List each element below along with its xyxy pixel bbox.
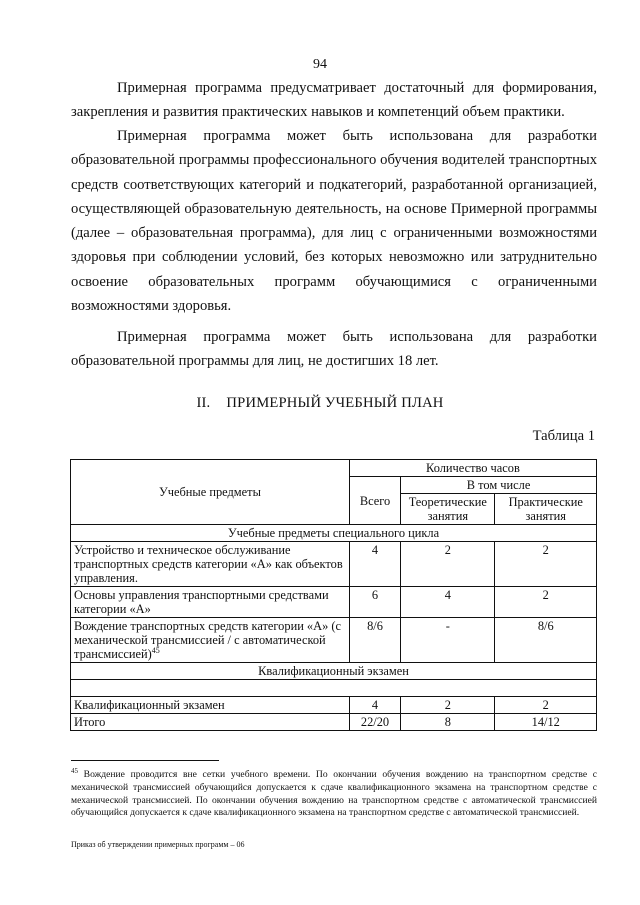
footnote-number: 45 bbox=[71, 766, 78, 775]
section-title: ПРИМЕРНЫЙ УЧЕБНЫЙ ПЛАН bbox=[226, 395, 444, 411]
subject-cell: Квалификационный экзамен bbox=[71, 697, 350, 714]
theory-cell: 8 bbox=[401, 714, 495, 731]
subject-cell: Итого bbox=[71, 714, 350, 731]
total-cell: 4 bbox=[349, 697, 400, 714]
total-row bbox=[71, 714, 597, 731]
spacer-cell bbox=[71, 680, 597, 697]
section-number: II. bbox=[196, 395, 211, 411]
subject-cell: Устройство и техническое обслуживание транспортных средств категории «А» как объектов управления. bbox=[71, 542, 350, 587]
table-row bbox=[71, 542, 597, 587]
footer-note: Приказ об утверждении примерных программ – 06 bbox=[71, 840, 245, 849]
curriculum-table bbox=[70, 459, 597, 731]
header-practice: Практические занятия bbox=[495, 494, 597, 525]
total-cell: 6 bbox=[349, 587, 400, 618]
group-row-exam bbox=[71, 663, 597, 680]
subject-text: Вождение транспортных средств категории «А» (с механической трансмиссией / с автоматической трансмиссией) bbox=[74, 619, 341, 661]
theory-cell: - bbox=[401, 618, 495, 663]
header-subjects: Учебные предметы bbox=[71, 460, 350, 525]
header-hours: Количество часов bbox=[349, 460, 596, 477]
table-caption: Таблица 1 bbox=[532, 428, 595, 444]
paragraph-disabilities: Примерная программа может быть использована для разработки образовательной программы профессионального обучения водителей транспортных средств соответствующих категорий и подкатегорий, разработанной организацией, осуществляющей образовательную деятельность, на основе Примерной программы (далее – образовательная программа), для лиц с ограниченными возможностями здоровья при соблюдении условий, без которых невозможно или затруднительно освоение образовательных программ обучающимися с ограниченными возможностями здоровья. bbox=[71, 128, 597, 315]
total-cell: 8/6 bbox=[349, 618, 400, 663]
footnote-divider bbox=[71, 760, 219, 761]
theory-cell: 2 bbox=[401, 542, 495, 587]
spacer-row bbox=[71, 680, 597, 697]
subject-cell: Основы управления транспортными средствами категории «А» bbox=[71, 587, 350, 618]
theory-cell: 2 bbox=[401, 697, 495, 714]
group-label-exam: Квалификационный экзамен bbox=[71, 663, 597, 680]
group-row-special-cycle bbox=[71, 525, 597, 542]
section-heading bbox=[0, 395, 640, 412]
theory-cell: 4 bbox=[401, 587, 495, 618]
practice-cell: 14/12 bbox=[495, 714, 597, 731]
practice-cell: 2 bbox=[495, 587, 597, 618]
practice-cell: 2 bbox=[495, 542, 597, 587]
footnote bbox=[71, 766, 597, 820]
paragraph-under-18: Примерная программа может быть использована для разработки образовательной программы для лиц, не достигших 18 лет. bbox=[71, 329, 597, 370]
practice-cell: 8/6 bbox=[495, 618, 597, 663]
header-row-1 bbox=[71, 460, 597, 477]
header-including: В том числе bbox=[401, 477, 597, 494]
subject-cell bbox=[71, 618, 350, 663]
total-cell: 4 bbox=[349, 542, 400, 587]
page-number: 94 bbox=[313, 57, 327, 72]
paragraph-practice-volume: Примерная программа предусматривает достаточный для формирования, закрепления и развития практических навыков и компетенций объем практики. bbox=[71, 80, 597, 121]
group-label-special-cycle: Учебные предметы специального цикла bbox=[71, 525, 597, 542]
footnote-ref: 45 bbox=[151, 645, 160, 655]
table-row bbox=[71, 618, 597, 663]
practice-cell: 2 bbox=[495, 697, 597, 714]
total-cell: 22/20 bbox=[349, 714, 400, 731]
footnote-text: Вождение проводится вне сетки учебного времени. По окончании обучения вождению на транспортном средстве с механической трансмиссией обучающийся допускается к сдаче квалификационного экзамена на транспортном средстве с механической трансмиссией. По окончании обучения вождению на транспортном средстве с автоматической трансмиссией обучающийся допускается к сдаче квалификационного экзамена на транспортном средстве с автоматической трансмиссией. bbox=[71, 769, 597, 819]
header-theory: Теоретические занятия bbox=[401, 494, 495, 525]
exam-row bbox=[71, 697, 597, 714]
table-row bbox=[71, 587, 597, 618]
header-total: Всего bbox=[349, 477, 400, 525]
